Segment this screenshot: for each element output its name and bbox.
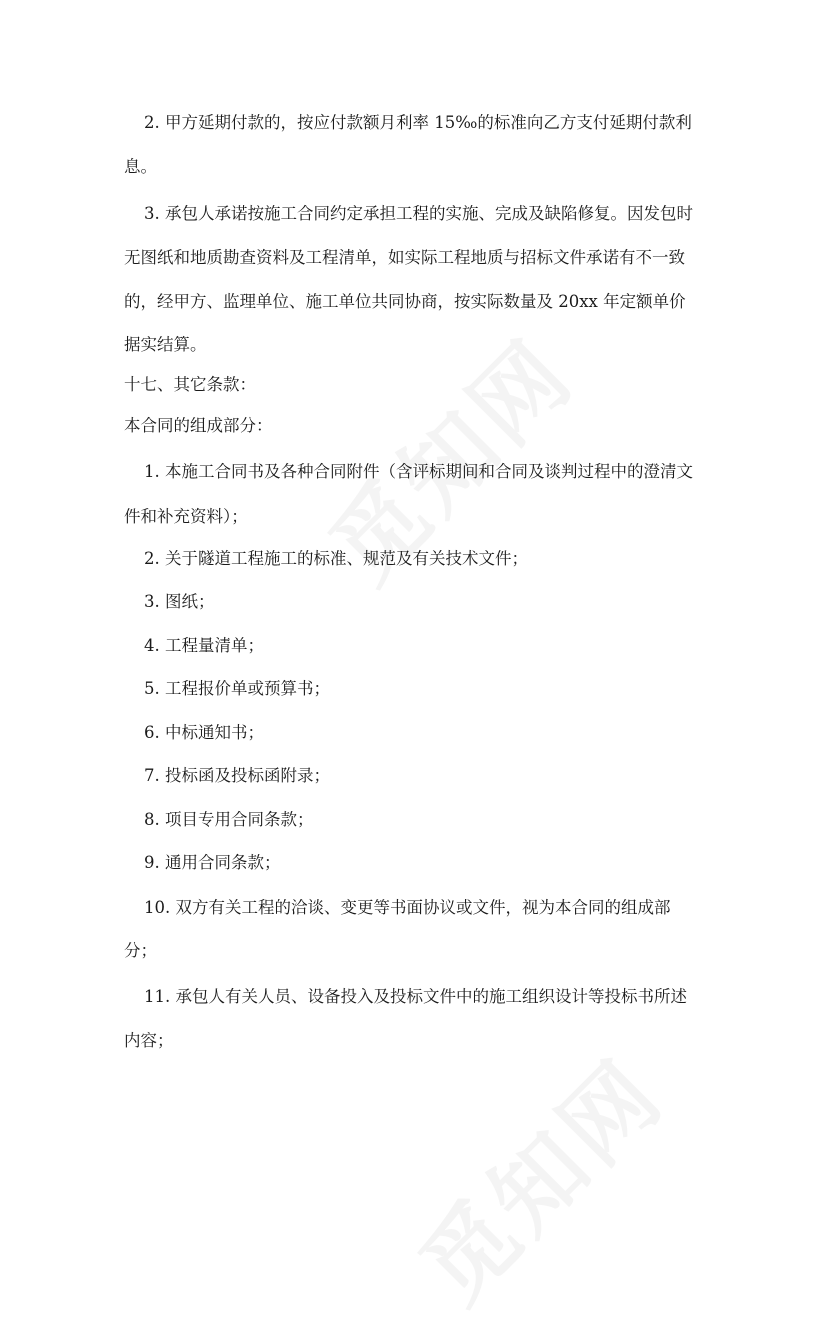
paragraph-line: 息。 xyxy=(124,157,157,176)
section-heading: 十七、其它条款： xyxy=(124,375,256,394)
list-item: 3. 图纸； xyxy=(144,592,215,611)
list-item: 8. 项目专用合同条款； xyxy=(144,810,314,829)
list-item: 11. 承包人有关人员、设备投入及投标文件中的施工组织设计等投标书所述 xyxy=(144,987,687,1006)
paragraph-line: 3. 承包人承诺按施工合同约定承担工程的实施、完成及缺陷修复。因发包时 xyxy=(144,204,693,223)
watermark xyxy=(386,1025,687,1326)
list-item: 6. 中标通知书； xyxy=(144,723,264,742)
list-item: 7. 投标函及投标函附录； xyxy=(144,766,330,785)
paragraph-line: 本合同的组成部分： xyxy=(124,416,273,435)
list-item: 2. 关于隧道工程施工的标准、规范及有关技术文件； xyxy=(144,549,528,568)
paragraph-line: 内容； xyxy=(124,1031,174,1050)
paragraph-line: 无图纸和地质勘查资料及工程清单，如实际工程地质与招标文件承诺有不一致 xyxy=(124,248,685,267)
paragraph-line: 件和补充资料）； xyxy=(124,507,248,526)
list-item: 1. 本施工合同书及各种合同附件（含评标期间和合同及谈判过程中的澄清文 xyxy=(144,462,693,481)
paragraph-line: 2. 甲方延期付款的，按应付款额月利率 15‰的标准向乙方支付延期付款利 xyxy=(144,113,692,132)
list-item: 9. 通用合同条款； xyxy=(144,853,281,872)
paragraph-line: 分； xyxy=(124,941,157,960)
paragraph-line: 的，经甲方、监理单位、施工单位共同协商，按实际数量及 20xx 年定额单价 xyxy=(124,292,686,311)
list-item: 10. 双方有关工程的洽谈、变更等书面协议或文件，视为本合同的组成部 xyxy=(144,898,671,917)
paragraph-line: 据实结算。 xyxy=(124,335,207,354)
list-item: 5. 工程报价单或预算书； xyxy=(144,679,330,698)
list-item: 4. 工程量清单； xyxy=(144,636,264,655)
